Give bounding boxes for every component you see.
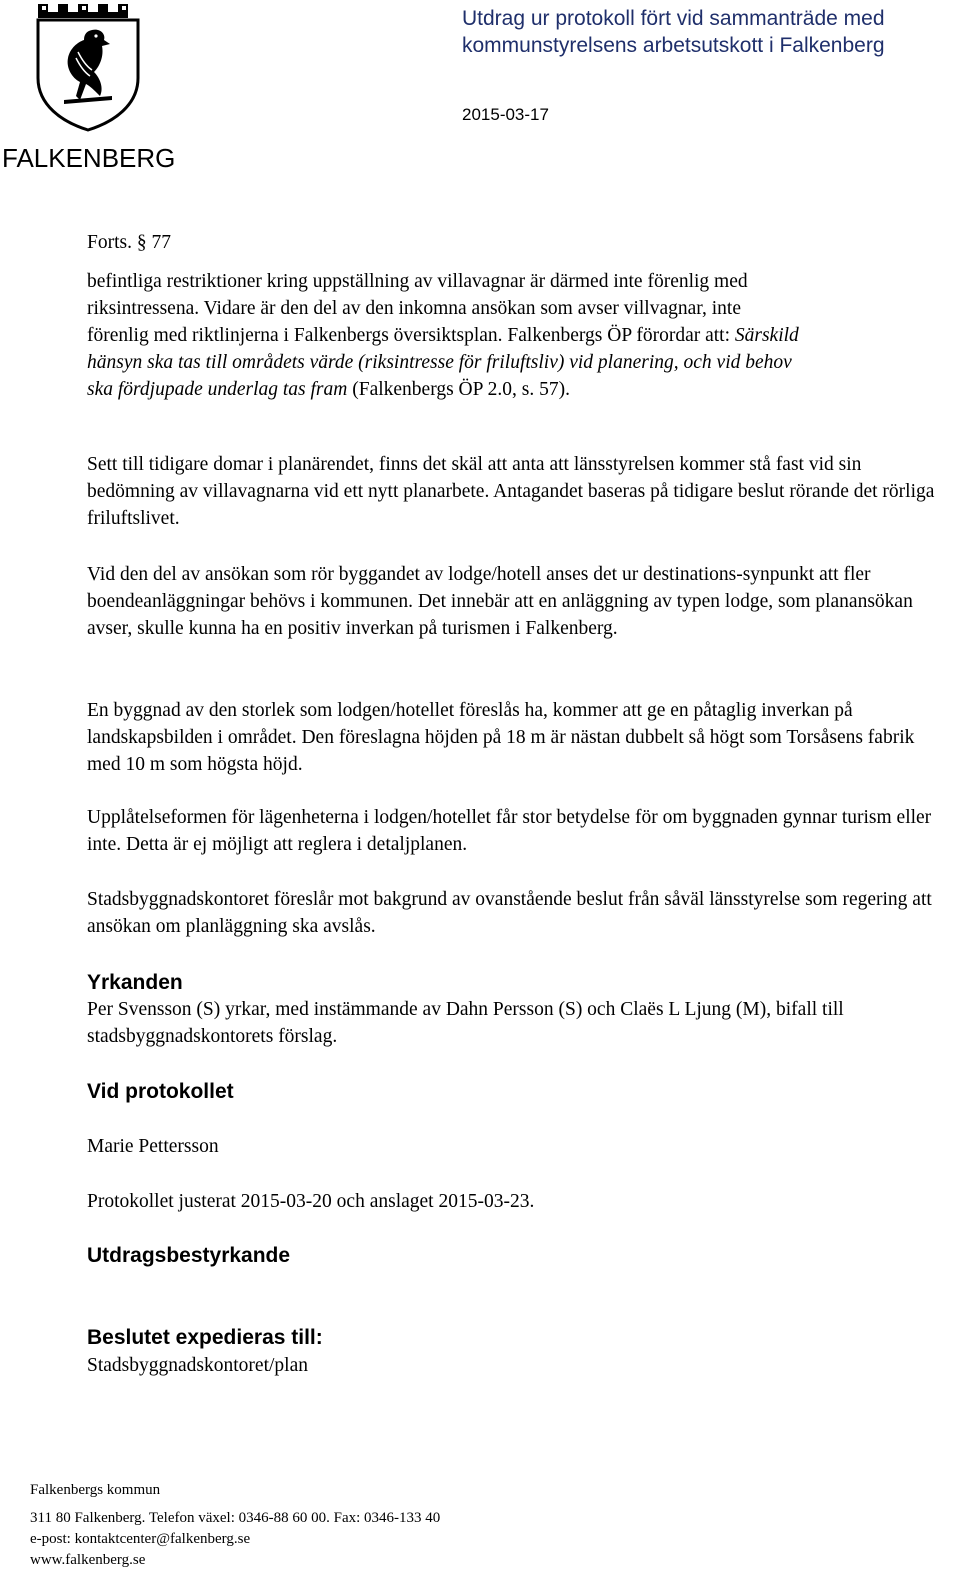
footer-website[interactable]: www.falkenberg.se bbox=[30, 1552, 146, 1568]
section-reference: Forts. § 77 bbox=[87, 232, 171, 253]
paragraph-line: befintliga restriktioner kring uppställning av villavagnar är därmed inte förenlig med bbox=[87, 271, 748, 292]
document-body bbox=[87, 229, 939, 403]
document-title-line-1: Utdrag ur protokoll fört vid sammanträde med bbox=[462, 7, 885, 30]
quoted-policy-text: hänsyn ska tas till områdets värde (riksintresse för friluftsliv) vid planering, och vid behov bbox=[87, 352, 792, 373]
heading-utdragsbestyrkande: Utdragsbestyrkande bbox=[87, 1244, 291, 1267]
paragraph-tenure-form: Upplåtelseformen för lägenheterna i lodgen/hotellet får stor betydelse för om byggnaden gynnar turism eller inte. Detta är ej möjligt att reglera i detaljplanen. bbox=[87, 807, 932, 855]
heading-vid-protokollet: Vid protokollet bbox=[87, 1080, 234, 1103]
heading-yrkanden: Yrkanden bbox=[87, 971, 183, 994]
document-title bbox=[462, 5, 952, 59]
paragraph-building-size: En byggnad av den storlek som lodgen/hotellet föreslås ha, kommer att ge en påtaglig inverkan på landskapsbilden i området. Den föreslagna höjden på 18 m är nästan dubbelt så högt som Torsåsens fabrik med 10 m som högsta höjd. bbox=[87, 700, 915, 775]
paragraph-line: förenlig med riktlinjerna i Falkenbergs översiktsplan. Falkenbergs ÖP förordar att: bbox=[87, 325, 735, 346]
municipality-logo-text: FALKENBERG bbox=[2, 143, 176, 173]
policy-reference: (Falkenbergs ÖP 2.0, s. 57). bbox=[347, 379, 570, 400]
quoted-policy-text: ska fördjupade underlag tas fram bbox=[87, 379, 348, 400]
footer-address: 311 80 Falkenberg. Telefon växel: 0346-88 60 00. Fax: 0346-133 40 bbox=[30, 1510, 441, 1526]
footer-email[interactable]: e-post: kontaktcenter@falkenberg.se bbox=[30, 1531, 251, 1547]
paragraph-line: riksintressena. Vidare är den del av den inkomna ansökan som avser villvagnar, inte bbox=[87, 298, 741, 319]
paragraph-lodge-tourism: Vid den del av ansökan som rör byggandet av lodge/hotell anses det ur destinations-synpunkt att fler boendeanläggningar behövs i kommunen. Det innebär att en anläggning av typen lodge, som planansökan avser, skulle kunna ha en positiv inverkan på turismen i Falkenberg. bbox=[87, 564, 913, 639]
yrkanden-text: Per Svensson (S) yrkar, med instämmande av Dahn Persson (S) och Claës L Ljung (M), bifall till stadsbyggnadskontorets förslag. bbox=[87, 999, 844, 1047]
secretary-name: Marie Pettersson bbox=[87, 1136, 219, 1157]
heading-beslutet-expedieras: Beslutet expedieras till: bbox=[87, 1326, 323, 1349]
falcon-coat-of-arms-icon bbox=[34, 0, 142, 132]
paragraph-restrictions bbox=[87, 268, 939, 403]
recipient: Stadsbyggnadskontoret/plan bbox=[87, 1355, 308, 1376]
protocol-adjusted-text: Protokollet justerat 2015-03-20 och anslaget 2015-03-23. bbox=[87, 1191, 535, 1212]
paragraph-court-rulings: Sett till tidigare domar i planärendet, finns det skäl att anta att länsstyrelsen kommer stå fast vid sin bedömning av villavagnarna vid ett nytt planarbete. Antagandet baseras på tidigare beslut rörande det rörliga friluftslivet. bbox=[87, 454, 935, 529]
quoted-policy-text: Särskild bbox=[734, 325, 799, 346]
document-title-line-2: kommunstyrelsens arbetsutskott i Falkenberg bbox=[462, 34, 885, 57]
meeting-date: 2015-03-17 bbox=[462, 105, 549, 124]
paragraph-proposal: Stadsbyggnadskontoret föreslår mot bakgrund av ovanstående beslut från såväl länsstyrelse som regering att ansökan om planläggning ska avslås. bbox=[87, 889, 932, 937]
page-footer bbox=[30, 1480, 630, 1571]
footer-organization: Falkenbergs kommun bbox=[30, 1482, 161, 1498]
